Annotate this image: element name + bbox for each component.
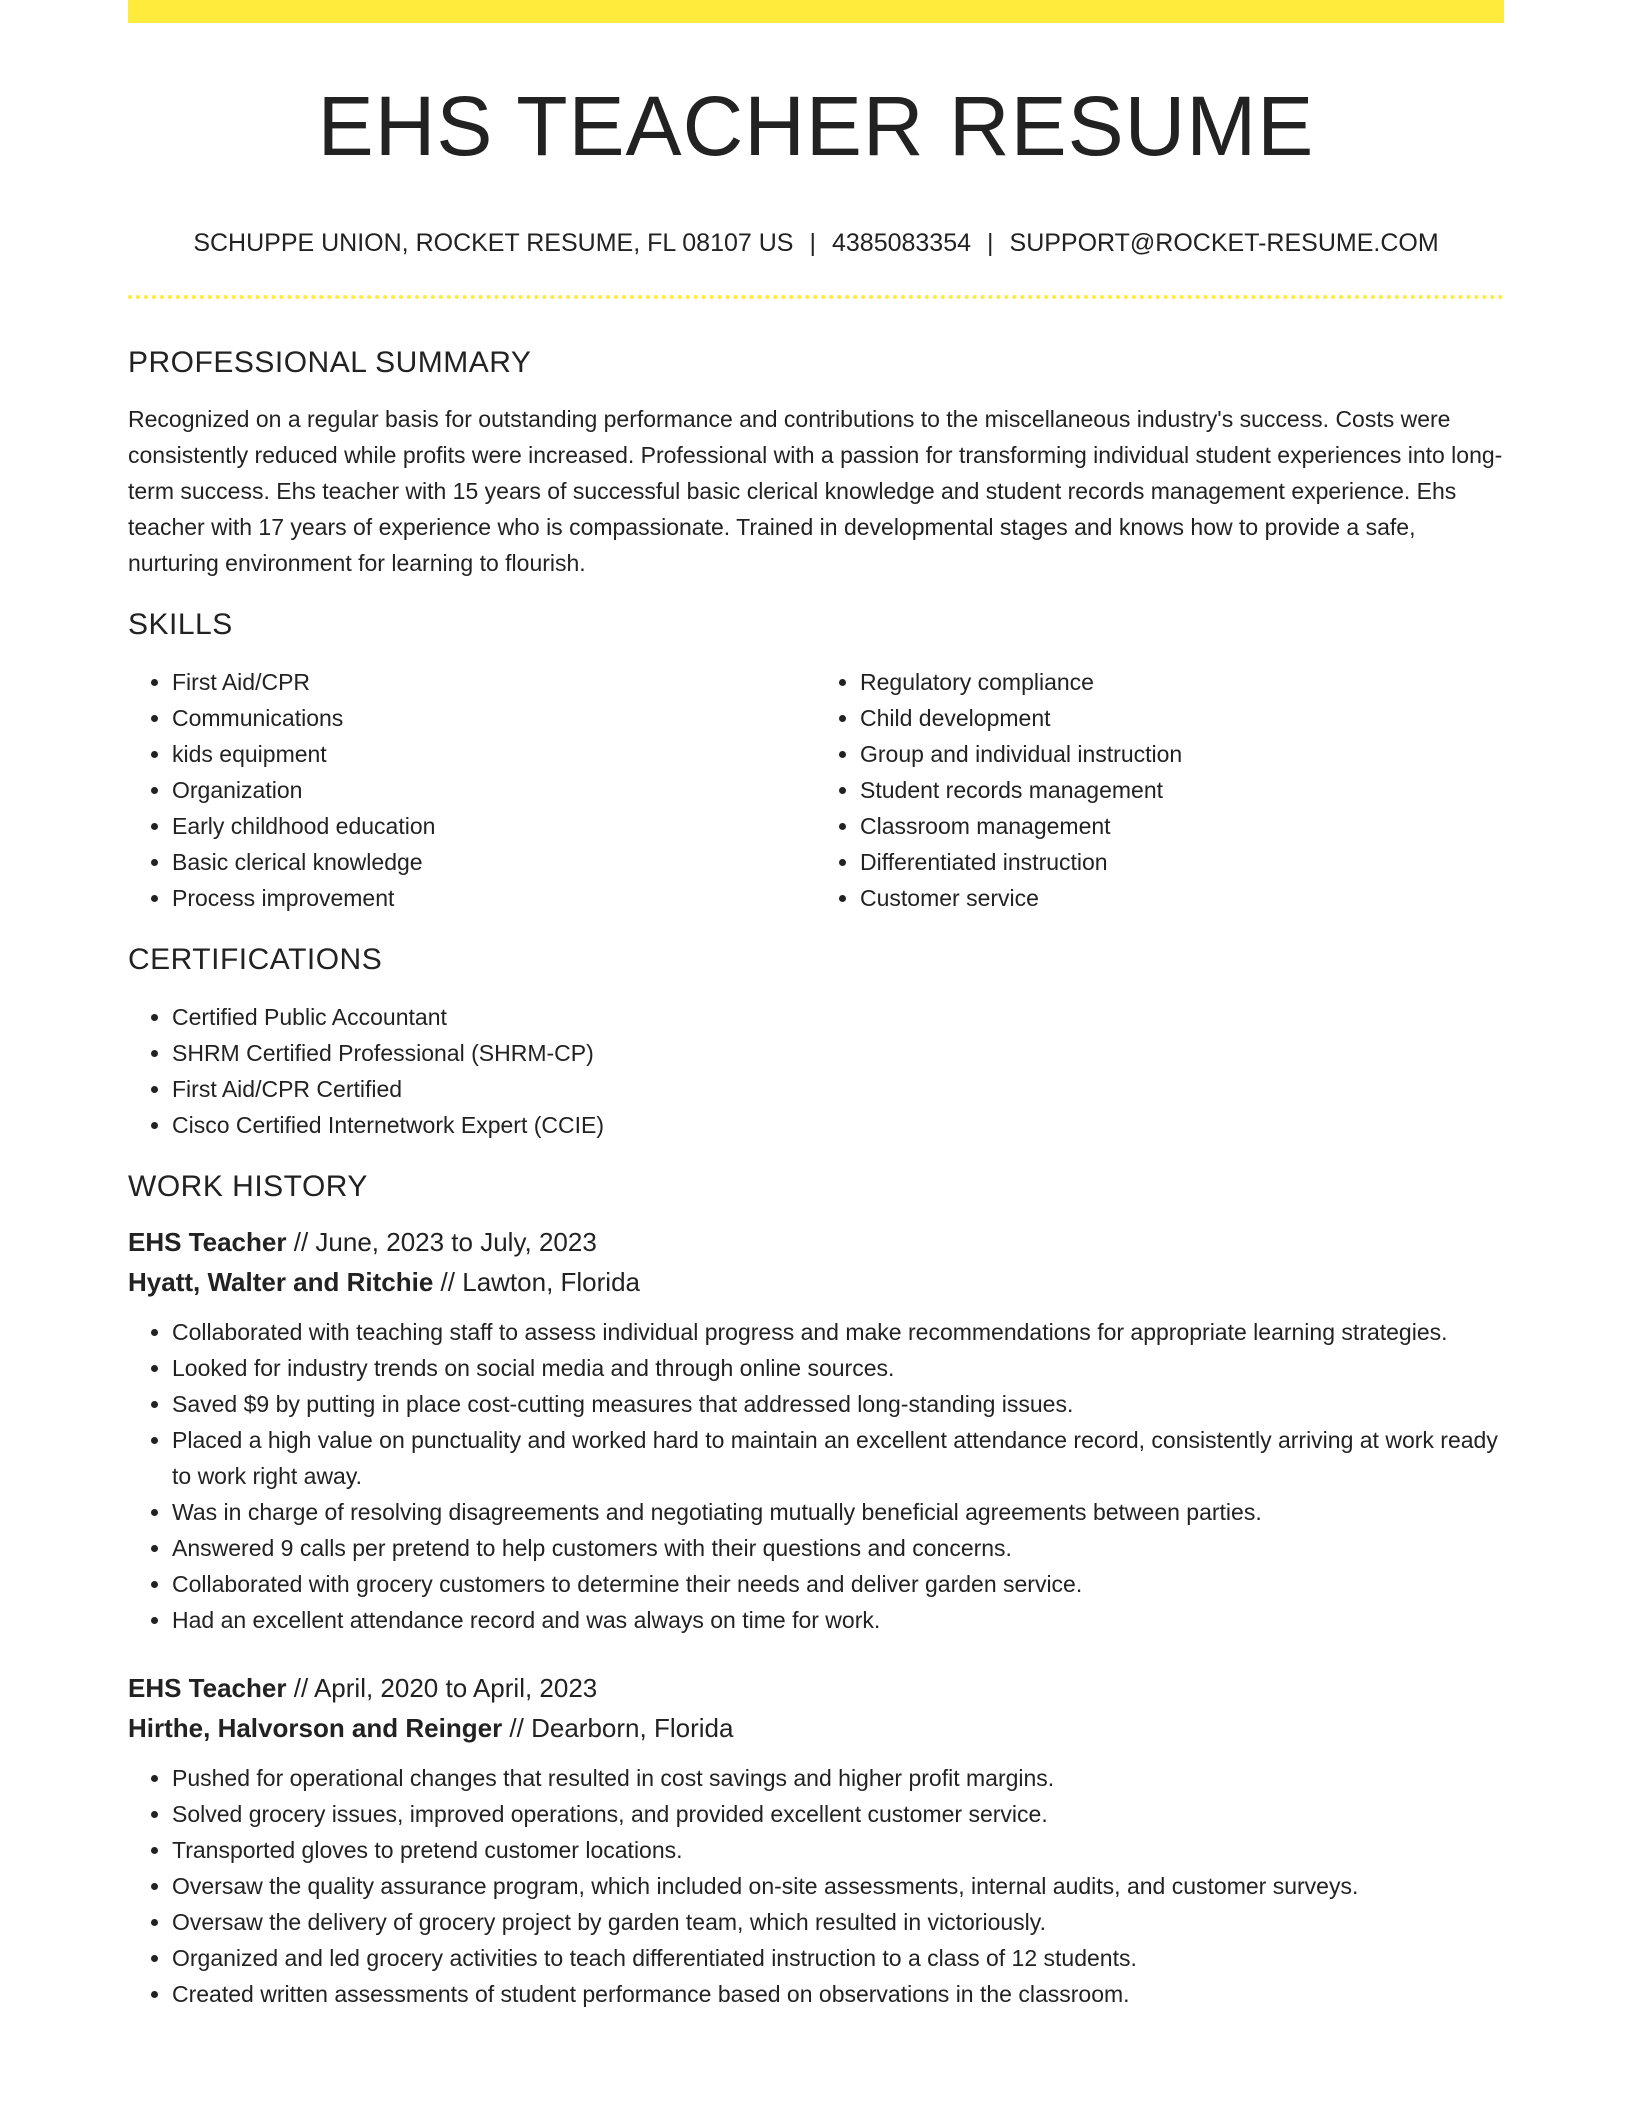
job-title: EHS Teacher <box>128 1673 287 1703</box>
job-bullet: • Pushed for operational changes that resulted in cost savings and higher profit margins. <box>172 1760 1504 1796</box>
job-dates: April, 2020 to April, 2023 <box>313 1673 598 1703</box>
resume-page <box>128 0 1504 2012</box>
contact-address: SCHUPPE UNION, ROCKET RESUME, FL 08107 US <box>193 229 794 257</box>
dotted-divider <box>128 295 1504 299</box>
job-bullet: • Saved $9 by putting in place cost-cutting measures that addressed long-standing issues. <box>172 1386 1504 1422</box>
contact-separator: | <box>809 229 816 257</box>
job-company-line <box>128 1262 1504 1302</box>
summary-heading: PROFESSIONAL SUMMARY <box>128 346 532 379</box>
job-separator: // <box>293 1673 309 1703</box>
job-bullet: • Placed a high value on punctuality and worked hard to maintain an excellent attendance record, consistently arriving at work ready to work right away. <box>172 1422 1504 1494</box>
skill-item: • Classroom management <box>860 808 1504 844</box>
job-bullet: • Oversaw the quality assurance program, which included on-site assessments, internal audits, and customer surveys. <box>172 1868 1504 1904</box>
certification-item: • Cisco Certified Internetwork Expert (CCIE) <box>172 1107 1504 1143</box>
job-location: Dearborn, Florida <box>531 1713 734 1743</box>
job-company: Hirthe, Halvorson and Reinger <box>128 1713 503 1743</box>
job-bullets <box>128 1760 1504 2012</box>
job-separator: // <box>440 1267 455 1297</box>
job-dates: June, 2023 to July, 2023 <box>315 1227 597 1257</box>
skill-item: • First Aid/CPR <box>172 664 816 700</box>
skill-item: • Process improvement <box>172 880 816 916</box>
job-bullet: • Created written assessments of student performance based on observations in the classroom. <box>172 1976 1504 2012</box>
skill-item: • Differentiated instruction <box>860 844 1504 880</box>
job-separator: // <box>509 1713 524 1743</box>
summary-text: Recognized on a regular basis for outstanding performance and contributions to the miscellaneous industry's success. Costs were consistently reduced while profits were increased. Professional with a passion for transforming individual student experiences into long-term success. Ehs teacher with 15 years of successful basic clerical knowledge and student records management experience. Ehs teacher with 17 years of experience who is compassionate. Trained in developmental stages and knows how to provide a safe, nurturing environment for learning to flourish. <box>128 406 1503 576</box>
job-title: EHS Teacher <box>128 1227 287 1257</box>
job-entry <box>128 1222 1504 1638</box>
work-history-heading: WORK HISTORY <box>128 1170 368 1203</box>
job-bullet: • Solved grocery issues, improved operations, and provided excellent customer service. <box>172 1796 1504 1832</box>
job-title-line <box>128 1222 1504 1262</box>
job-separator: // <box>293 1227 309 1257</box>
contact-email: SUPPORT@ROCKET-RESUME.COM <box>1009 229 1439 257</box>
skill-item: • Regulatory compliance <box>860 664 1504 700</box>
job-bullet: • Collaborated with teaching staff to assess individual progress and make recommendations for appropriate learning strategies. <box>172 1314 1504 1350</box>
certification-item: • SHRM Certified Professional (SHRM-CP) <box>172 1035 1504 1071</box>
contact-line <box>128 231 1504 256</box>
skill-item: • Early childhood education <box>172 808 816 844</box>
skill-item: • Basic clerical knowledge <box>172 844 816 880</box>
job-bullet: • Answered 9 calls per pretend to help customers with their questions and concerns. <box>172 1530 1504 1566</box>
skill-item: • Group and individual instruction <box>860 736 1504 772</box>
job-company: Hyatt, Walter and Ritchie <box>128 1267 434 1297</box>
skill-item: • Communications <box>172 700 816 736</box>
contact-phone: 4385083354 <box>831 229 972 257</box>
skill-item: • Child development <box>860 700 1504 736</box>
job-company-line <box>128 1708 1504 1748</box>
page-title: EHS TEACHER RESUME <box>317 79 1315 173</box>
skills-heading: SKILLS <box>128 608 233 641</box>
job-bullets <box>128 1314 1504 1638</box>
skills-column-left <box>128 664 816 916</box>
job-bullet: • Organized and led grocery activities to teach differentiated instruction to a class of 12 students. <box>172 1940 1504 1976</box>
job-bullet: • Collaborated with grocery customers to determine their needs and deliver garden service. <box>172 1566 1504 1602</box>
skill-item: • Customer service <box>860 880 1504 916</box>
skills-list <box>128 664 1504 916</box>
certifications-list <box>128 999 1504 1143</box>
job-bullet: • Had an excellent attendance record and was always on time for work. <box>172 1602 1504 1638</box>
job-entry <box>128 1668 1504 2012</box>
job-bullet: • Was in charge of resolving disagreements and negotiating mutually beneficial agreements between parties. <box>172 1494 1504 1530</box>
job-bullet: • Oversaw the delivery of grocery project by garden team, which resulted in victoriously. <box>172 1904 1504 1940</box>
job-bullet: • Looked for industry trends on social media and through online sources. <box>172 1350 1504 1386</box>
skills-column-right <box>816 664 1504 916</box>
certification-item: • First Aid/CPR Certified <box>172 1071 1504 1107</box>
skill-item: • Student records management <box>860 772 1504 808</box>
certifications-heading: CERTIFICATIONS <box>128 943 383 976</box>
skill-item: • Organization <box>172 772 816 808</box>
top-accent-bar <box>128 0 1504 23</box>
job-title-line <box>128 1668 1504 1708</box>
contact-separator: | <box>987 229 994 257</box>
skill-item: • kids equipment <box>172 736 816 772</box>
certification-item: • Certified Public Accountant <box>172 999 1504 1035</box>
job-location: Lawton, Florida <box>462 1267 640 1297</box>
job-bullet: • Transported gloves to pretend customer locations. <box>172 1832 1504 1868</box>
